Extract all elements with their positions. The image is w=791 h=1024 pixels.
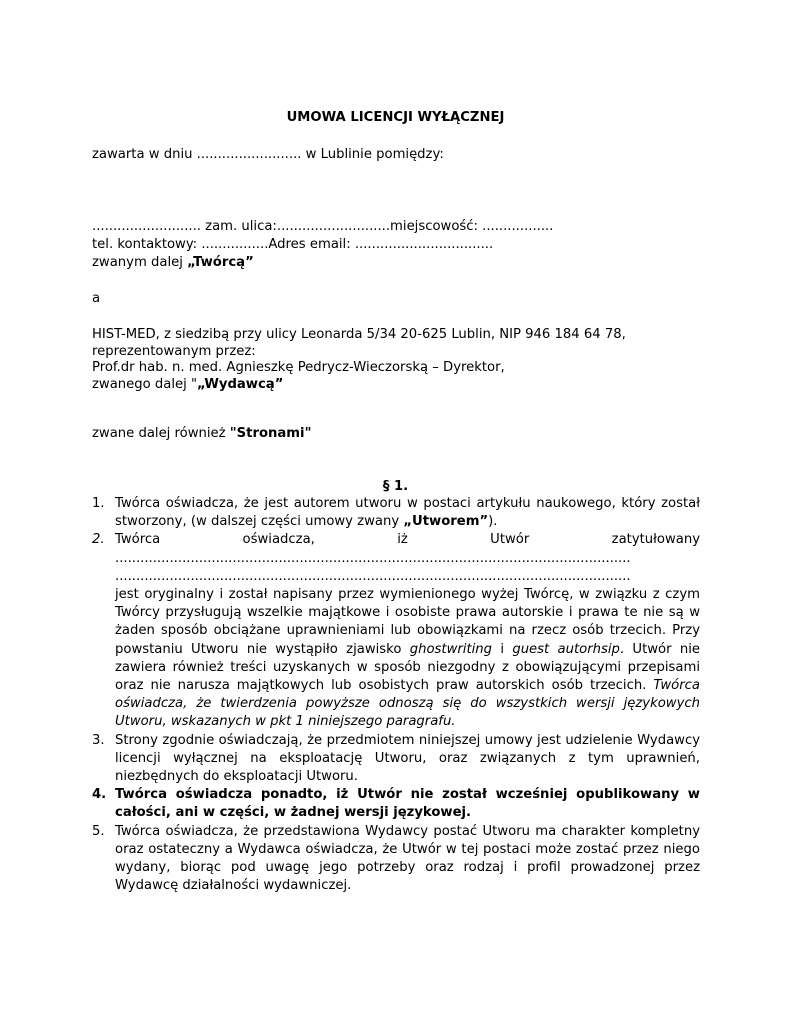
creator-alias: „Twórcą” (187, 255, 254, 270)
concluded-line: zawarta w dniu ......................... w Lublinie pomiędzy: (92, 147, 444, 162)
clause-number: 2. (92, 532, 105, 548)
parties-line: zwane dalej również "Stronami" (92, 426, 312, 441)
publisher-represented-line: reprezentowanym przez: (92, 344, 256, 359)
title-blank-line-1: ........................................................................................................................... (115, 550, 631, 566)
clause-number: 5. (92, 823, 105, 839)
clause-number: 3. (92, 732, 105, 748)
creator-alias-line: zwanym dalej „Twórcą” (92, 255, 254, 270)
parties-alias: "Stronami" (229, 426, 312, 441)
clause-item-5: 5. Twórca oświadcza, że przedstawiona Wydawcy postać Utworu ma charakter kompletny oraz ostateczny a Wydawca oświadcza, że Utwór w tej postaci może zostać przez niego wydany, biorąc pod uwagę jego potrzeby oraz rodzaj i profil prowadzonej przez Wydawcę działalności wydawniczej. (92, 823, 700, 894)
clause-item-1: 1. Twórca oświadcza, że jest autorem utworu w postaci artykułu naukowego, który został stworzony, (w dalszej części umowy zwany „Utworem”). (92, 496, 700, 530)
creator-address-line: .......................... zam. ulica:...........................miejscowość: ................. (92, 219, 554, 234)
clause-number: 4. (92, 787, 107, 803)
creator-contact-line: tel. kontaktowy: ................Adres email: ................................. (92, 237, 494, 252)
publisher-director-line: Prof.dr hab. n. med. Agnieszkę Pedrycz-Wieczorską – Dyrektor, (92, 360, 505, 375)
publisher-address-line: HIST-MED, z siedzibą przy ulicy Leonarda 5/34 20-625 Lublin, NIP 946 184 64 78, (92, 327, 626, 342)
clause-item-4: 4. Twórca oświadcza ponadto, iż Utwór nie został wcześniej opublikowany w całości, ani w części, w żadnej wersji językowej. (92, 787, 700, 821)
clause-list (92, 495, 700, 895)
clause-2-head: Twórca oświadcza, iż Utwór zatytułowany (115, 532, 700, 548)
conjunction-a: a (92, 291, 101, 306)
clause-item-3: 3. Strony zgodnie oświadczają, że przedmiotem niniejszej umowy jest udzielenie Wydawcy licencji wyłącznej na eksploatację Utworu, oraz związanych z tym uprawnień, niezbędnych do eksploatacji Utworu. (92, 732, 700, 785)
document-title: UMOWA LICENCJI WYŁĄCZNEJ (286, 110, 505, 125)
title-blank-line-2: ........................................................................................................................... (115, 568, 631, 584)
clause-item-2: 2. Twórca oświadcza, iż Utwór zatytułowany ........................................................................................................................... ........................................................................................................................... jest oryginalny i został napisany przez wymienionego wyżej Twórcę, w związku z czym Twórcy przysługują wszelkie majątkowe i osobiste prawa autorskie i prawa te nie są w żaden sposób obciążane uprawnieniami lub obowiązkami na rzecz osób trzecich. Przy powstaniu Utworu nie wystąpiło zjawisko ghostwriting i guest autorhsip. Utwór nie zawiera również treści uzyskanych w sposób niezgodny z obowiązującymi przepisami oraz nie narusza majątkowych lub osobistych praw autorskich osób trzecich. Twórca oświadcza, że twierdzenia powyższe odnoszą się do wszystkich wersji językowych Utworu, wskazanych w pkt 1 niniejszego paragrafu. (92, 532, 700, 730)
publisher-alias-line: zwanego dalej "„Wydawcą” (92, 377, 284, 392)
section-heading: § 1. (382, 479, 409, 494)
clause-number: 1. (92, 496, 105, 511)
publisher-alias: „Wydawcą” (197, 377, 284, 392)
